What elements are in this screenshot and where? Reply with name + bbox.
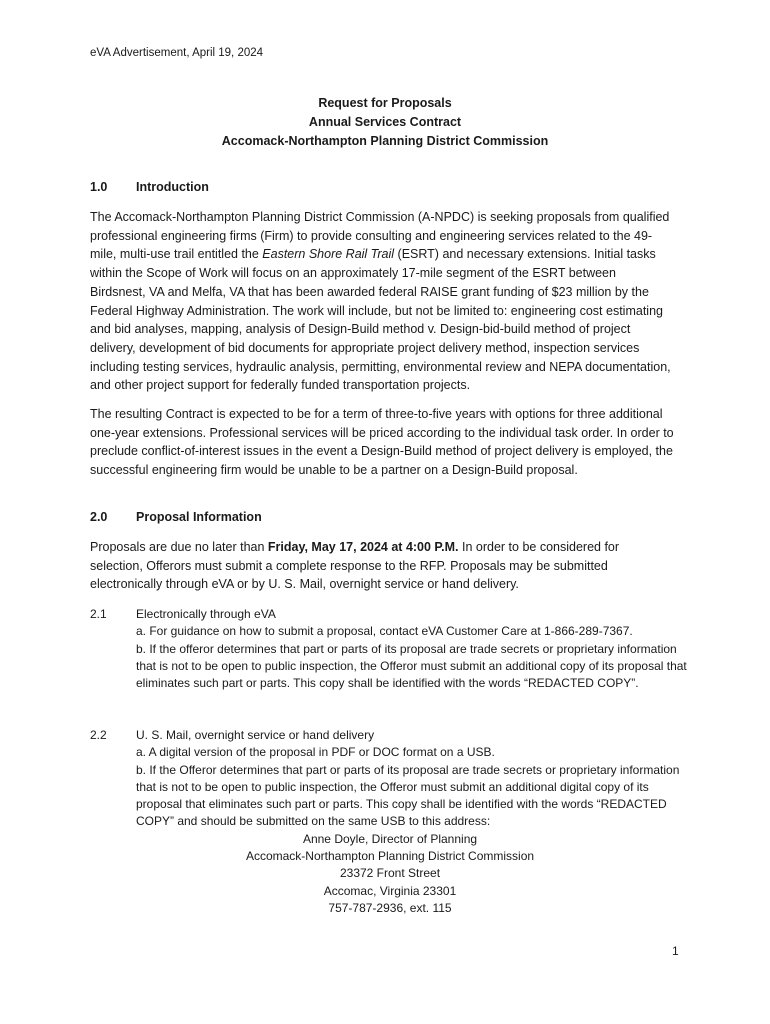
section-title: Introduction [136,180,209,194]
due-date: Friday, May 17, 2024 at 4:00 P.M. [267,540,459,554]
subsection-item-b: b. If the Offeror determines that part or parts of its proposal are trade secrets or proprietary information that is not to be open to public inspection, the Offeror must submit an additional digital copy of its proposal that eliminates such part or parts. This copy shall be identified with the words “REDACTED COPY” and should be submitted on the same USB to this address: [136,762,680,829]
subsection-title: Electronically through eVA [136,607,276,621]
intro-text-start: The Accomack-Northampton Planning District Commission (A-NPDC) is seeking proposals from qualified professional engineering firms (Firm) to provide consulting and engineering services related to the 49-mile, multi-use trail entitled the [90,210,670,262]
subsection-number: 2.2 [90,728,107,742]
section-number: 2.0 [90,510,108,524]
mailing-address [90,831,690,917]
advertisement-header: eVA Advertisement, April 19, 2024 [90,47,264,59]
page-number: 1 [672,944,679,958]
subsection-item-a: a. A digital version of the proposal in PDF or DOC format on a USB. [136,745,495,760]
trail-name: Eastern Shore Rail Trail [262,247,395,262]
address-phone: 757-787-2936, ext. 115 [328,900,452,915]
subsection-item-b: b. If the offeror determines that part or parts of its proposal are trade secrets or proprietary information that is not to be open to public inspection, the Offeror must submit an additional copy of its proposal that eliminates such part or parts. This copy shall be identified with the words “REDACTED COPY”. [136,641,687,691]
address-organization: Accomack-Northampton Planning District Commission [245,849,535,864]
subsection-title: U. S. Mail, overnight service or hand delivery [136,728,375,742]
section-number: 1.0 [90,180,108,194]
section-heading-proposal-information [90,510,262,524]
subsection-2-1 [90,606,690,692]
title-line-1: Request for Proposals [318,96,452,110]
due-text-end: In order to be considered for selection, Offerors must submit a complete response to the RFP. Proposals may be submitted electronically through eVA or by U. S. Mail, overnight service or hand delivery. [90,540,620,592]
intro-paragraph-2: The resulting Contract is expected to be for a term of three-to-five years with options for three additional one-year extensions. Professional services will be priced according to the individual task order. In order to preclude conflict-of-interest issues in the event a Design-Build method of project delivery is employed, the successful engineering firm would be unable to be a partner on a Design-Build proposal. [90,407,674,478]
address-name: Anne Doyle, Director of Planning [302,831,478,846]
subsection-item-a: a. For guidance on how to submit a proposal, contact eVA Customer Care at 1-866-289-7367. [136,624,633,639]
intro-text-end: (ESRT) and necessary extensions. Initial tasks within the Scope of Work will focus on an approximately 17-mile segment of the ESRT between Birdsnest, VA and Melfa, VA that has been awarded federal RAISE grant funding of $23 million by the Federal Highway Administration. The work will include, but not be limited to: engineering cost estimating and bid analyses, mapping, analysis of Design-Build method v. Design-bid-build method of project delivery, development of bid documents for appropriate project delivery method, inspection services including testing services, hydraulic analysis, permitting, environmental review and NEPA documentation, and other project support for federally funded transportation projects. [90,247,671,393]
proposal-info-paragraph [90,538,675,594]
subsection-2-2 [90,727,690,917]
title-line-2: Annual Services Contract [308,115,462,129]
section-heading-introduction [90,180,209,194]
address-city: Accomac, Virginia 23301 [323,883,457,898]
address-street: 23372 Front Street [339,866,441,881]
due-text-start: Proposals are due no later than [90,540,268,554]
subsection-number: 2.1 [90,607,107,621]
section-title: Proposal Information [136,510,262,524]
intro-paragraph-1 [90,208,675,395]
document-title [0,94,770,151]
title-line-3: Accomack-Northampton Planning District Commission [221,134,549,148]
